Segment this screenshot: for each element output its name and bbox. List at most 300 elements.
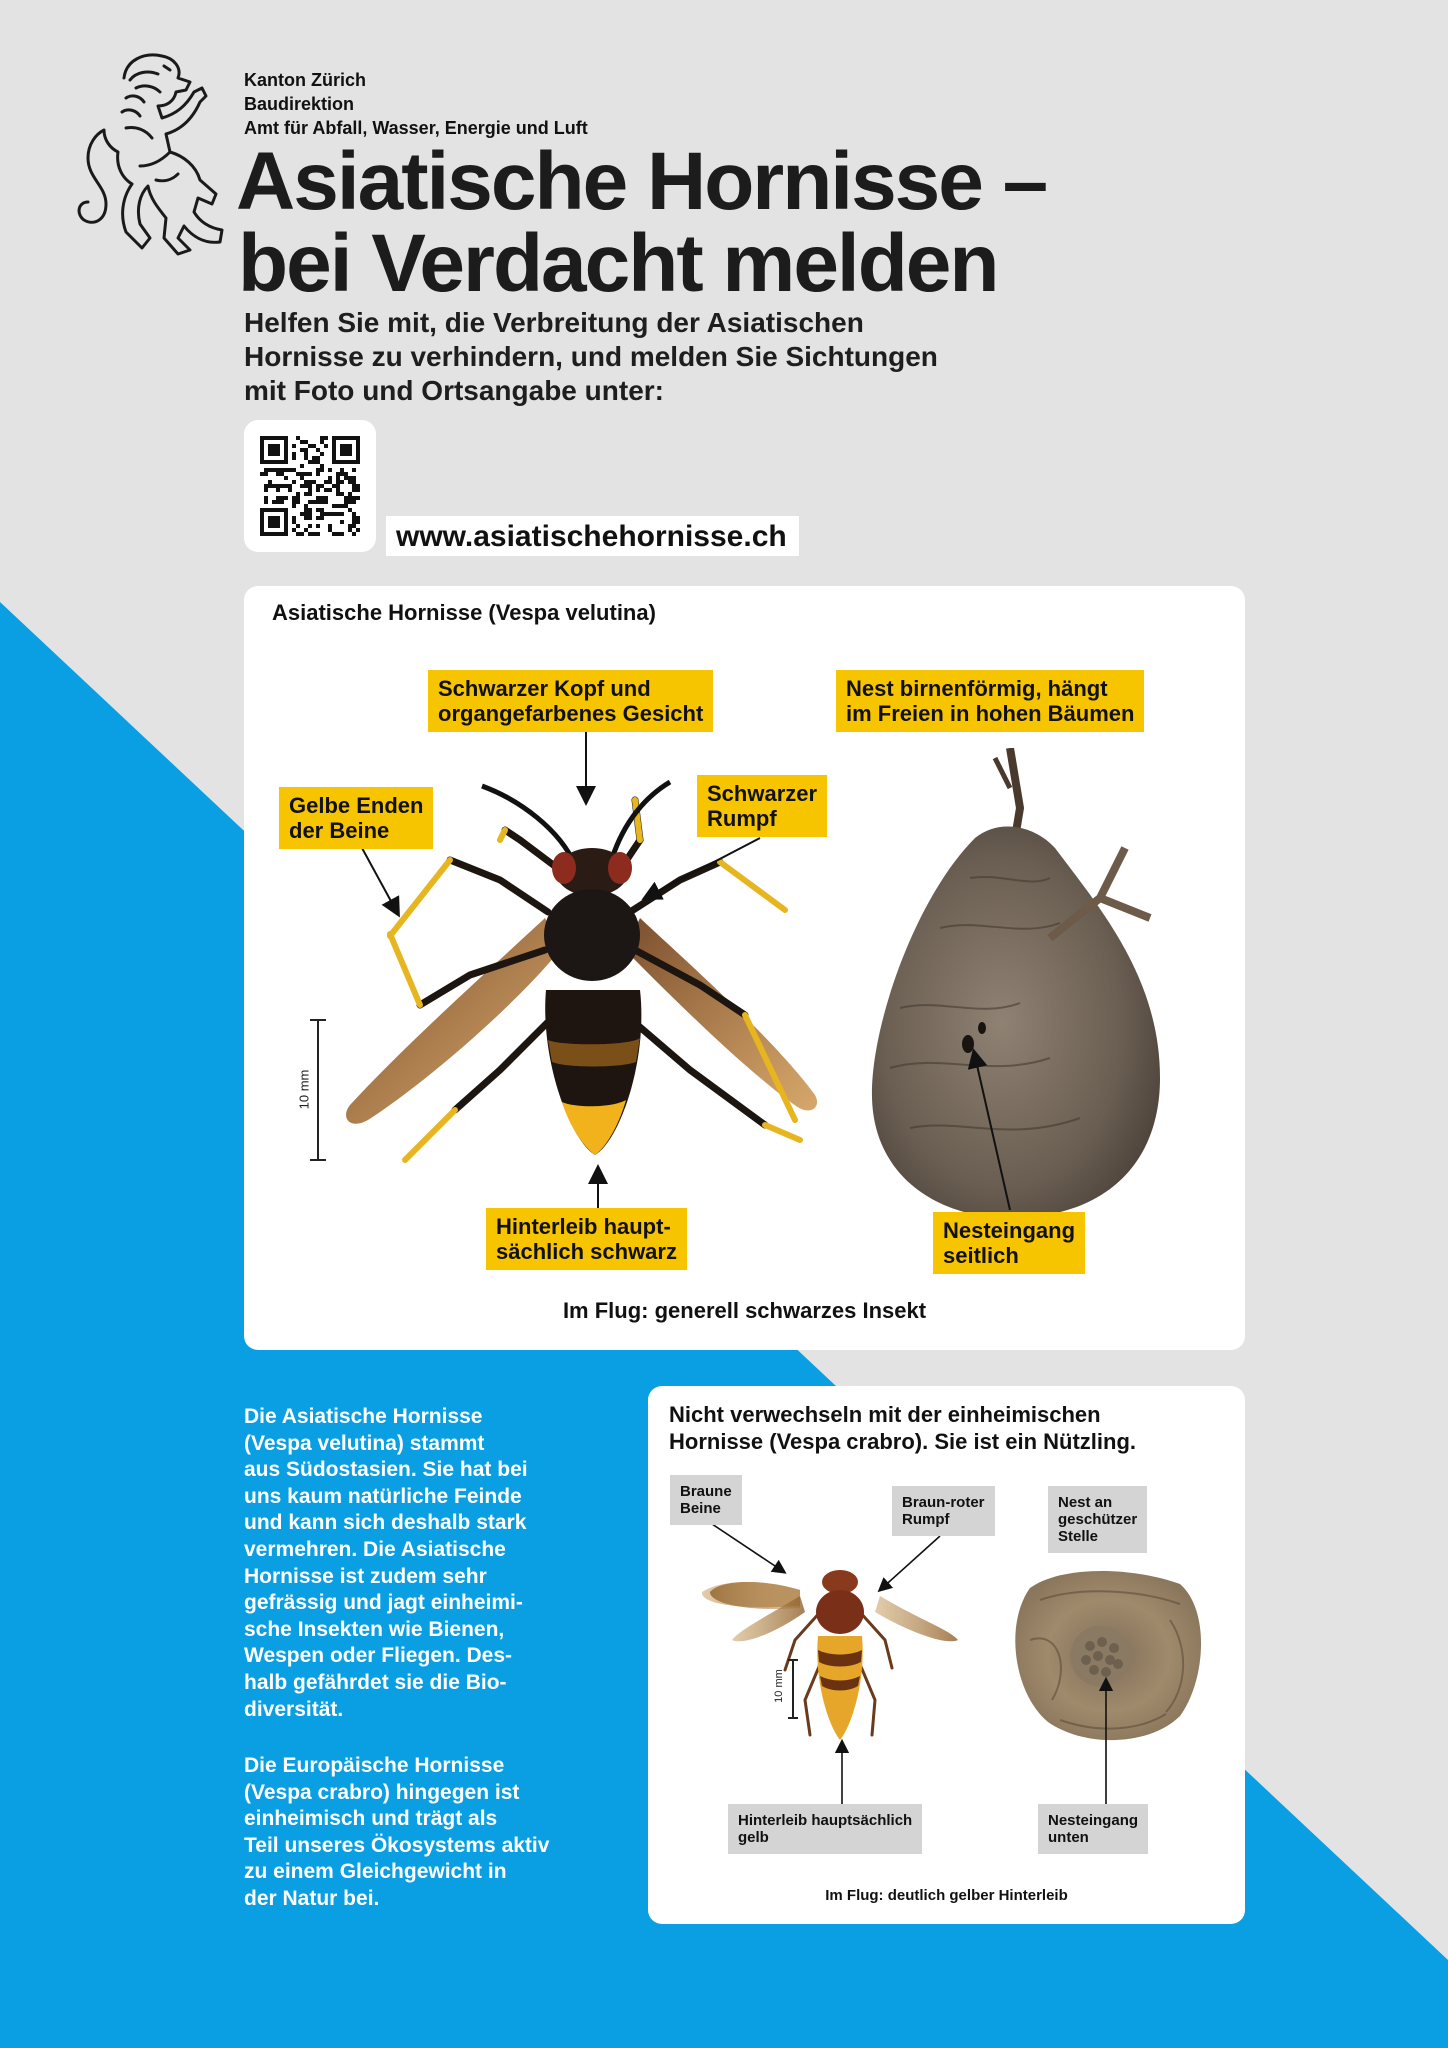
qr-module bbox=[316, 456, 320, 460]
label-brown-red-torso: Braun-roter Rumpf bbox=[892, 1486, 995, 1536]
qr-module bbox=[312, 444, 316, 448]
report-url-link[interactable]: www.asiatischehornisse.ch bbox=[386, 516, 799, 556]
intro-line-1: Helfen Sie mit, die Verbreitung der Asiatischen bbox=[244, 307, 864, 338]
qr-module bbox=[272, 436, 276, 440]
qr-module bbox=[284, 524, 288, 528]
qr-module bbox=[304, 480, 308, 484]
qr-module bbox=[312, 532, 316, 536]
qr-module bbox=[352, 500, 356, 504]
label-head: Schwarzer Kopf und organgefarbenes Gesicht bbox=[428, 670, 713, 732]
qr-module bbox=[352, 516, 356, 520]
label-black-abdomen: Hinterleib haupt- sächlich schwarz bbox=[486, 1208, 687, 1270]
qr-module bbox=[272, 444, 276, 448]
qr-module bbox=[300, 512, 304, 516]
qr-module bbox=[308, 472, 312, 476]
qr-module bbox=[328, 468, 332, 472]
qr-module bbox=[276, 468, 280, 472]
qr-module bbox=[304, 440, 308, 444]
qr-module bbox=[352, 524, 356, 528]
qr-module bbox=[352, 460, 356, 464]
description-paragraph-2: Die Europäische Hornisse (Vespa crabro) hingegen ist einheimisch und trägt als Teil unseres Ökosystems aktiv zu einem Gleichgewicht in der Natur bei. bbox=[244, 1754, 550, 1910]
qr-module bbox=[344, 436, 348, 440]
european-flight-caption: Im Flug: deutlich gelber Hinterleib bbox=[825, 1887, 1068, 1904]
qr-module bbox=[260, 456, 264, 460]
qr-module bbox=[276, 500, 280, 504]
qr-module bbox=[292, 520, 296, 524]
qr-module bbox=[320, 500, 324, 504]
qr-module bbox=[320, 484, 324, 488]
qr-module bbox=[300, 532, 304, 536]
qr-module bbox=[264, 532, 268, 536]
qr-module bbox=[316, 488, 320, 492]
qr-module bbox=[320, 464, 324, 468]
qr-module bbox=[296, 492, 300, 496]
qr-module bbox=[316, 472, 320, 476]
qr-module bbox=[352, 512, 356, 516]
qr-module bbox=[300, 464, 304, 468]
qr-module bbox=[328, 528, 332, 532]
qr-module bbox=[324, 500, 328, 504]
qr-module bbox=[340, 480, 344, 484]
qr-module bbox=[352, 532, 356, 536]
qr-module bbox=[268, 436, 272, 440]
qr-module bbox=[324, 496, 328, 500]
qr-module bbox=[304, 504, 308, 508]
intro-line-2: Hornisse zu verhindern, und melden Sie Sichtungen bbox=[244, 341, 938, 372]
qr-module bbox=[352, 468, 356, 472]
qr-module bbox=[324, 512, 328, 516]
qr-module bbox=[356, 448, 360, 452]
qr-module bbox=[304, 452, 308, 456]
qr-module bbox=[324, 436, 328, 440]
qr-module bbox=[264, 496, 268, 500]
qr-module bbox=[276, 452, 280, 456]
qr-module bbox=[296, 532, 300, 536]
qr-module bbox=[280, 460, 284, 464]
european-scale-label: 10 mm bbox=[772, 1669, 785, 1703]
qr-module bbox=[312, 456, 316, 460]
qr-module bbox=[340, 444, 344, 448]
qr-module bbox=[304, 512, 308, 516]
qr-module bbox=[324, 480, 328, 484]
qr-module bbox=[304, 472, 308, 476]
qr-module bbox=[280, 472, 284, 476]
qr-module bbox=[316, 448, 320, 452]
qr-module bbox=[268, 460, 272, 464]
qr-module bbox=[316, 524, 320, 528]
qr-module bbox=[348, 508, 352, 512]
qr-module bbox=[300, 476, 304, 480]
qr-module bbox=[340, 448, 344, 452]
qr-module bbox=[280, 496, 284, 500]
qr-module bbox=[336, 488, 340, 492]
label-side-entrance: Nesteingang seitlich bbox=[933, 1212, 1085, 1274]
qr-module bbox=[320, 440, 324, 444]
qr-module bbox=[276, 488, 280, 492]
label-nest-shape: Nest birnenförmig, hängt im Freien in hohen Bäumen bbox=[836, 670, 1144, 732]
qr-module bbox=[340, 492, 344, 496]
qr-module bbox=[340, 532, 344, 536]
qr-module bbox=[260, 520, 264, 524]
qr-module bbox=[284, 436, 288, 440]
label-sheltered-nest: Nest an geschützer Stelle bbox=[1048, 1486, 1147, 1553]
org-line-directorate: Baudirektion bbox=[244, 94, 355, 114]
qr-module bbox=[284, 444, 288, 448]
qr-module bbox=[348, 500, 352, 504]
qr-module bbox=[304, 456, 308, 460]
qr-module bbox=[308, 488, 312, 492]
qr-module bbox=[324, 444, 328, 448]
qr-module bbox=[292, 504, 296, 508]
qr-module bbox=[276, 496, 280, 500]
qr-module bbox=[344, 476, 348, 480]
qr-module bbox=[352, 484, 356, 488]
qr-module bbox=[260, 512, 264, 516]
qr-module bbox=[288, 468, 292, 472]
qr-module bbox=[264, 500, 268, 504]
qr-module bbox=[344, 448, 348, 452]
qr-module bbox=[260, 460, 264, 464]
qr-module bbox=[276, 460, 280, 464]
qr-module bbox=[260, 448, 264, 452]
qr-module bbox=[308, 492, 312, 496]
qr-module bbox=[284, 512, 288, 516]
qr-module bbox=[348, 448, 352, 452]
qr-module bbox=[272, 452, 276, 456]
qr-module bbox=[260, 528, 264, 532]
qr-module bbox=[268, 508, 272, 512]
qr-module bbox=[260, 532, 264, 536]
qr-module bbox=[280, 500, 284, 504]
qr-module bbox=[292, 456, 296, 460]
qr-module bbox=[320, 452, 324, 456]
qr-module bbox=[304, 528, 308, 532]
qr-module bbox=[332, 460, 336, 464]
qr-module bbox=[316, 484, 320, 488]
qr-module bbox=[352, 488, 356, 492]
asian-flight-caption: Im Flug: generell schwarzes Insekt bbox=[562, 1298, 927, 1323]
qr-module bbox=[336, 436, 340, 440]
qr-module bbox=[356, 440, 360, 444]
qr-module bbox=[268, 516, 272, 520]
qr-module bbox=[308, 516, 312, 520]
qr-module bbox=[300, 472, 304, 476]
qr-module bbox=[348, 476, 352, 480]
qr-module bbox=[356, 488, 360, 492]
qr-module bbox=[332, 444, 336, 448]
qr-module bbox=[296, 436, 300, 440]
qr-module bbox=[264, 488, 268, 492]
qr-module bbox=[316, 508, 320, 512]
zurich-lion-logo bbox=[66, 48, 230, 260]
qr-module bbox=[260, 508, 264, 512]
qr-module bbox=[340, 520, 344, 524]
qr-module bbox=[264, 484, 268, 488]
qr-module bbox=[332, 532, 336, 536]
qr-module bbox=[260, 436, 264, 440]
asian-hornet-card-title: Asiatische Hornisse (Vespa velutina) bbox=[272, 600, 656, 625]
qr-module bbox=[272, 468, 276, 472]
page-title-line-1: Asiatische Hornisse – bbox=[236, 136, 1047, 227]
qr-module bbox=[348, 452, 352, 456]
qr-module bbox=[276, 484, 280, 488]
qr-module bbox=[312, 460, 316, 464]
qr-module bbox=[312, 480, 316, 484]
qr-module bbox=[336, 460, 340, 464]
qr-module bbox=[296, 500, 300, 504]
qr-module bbox=[332, 456, 336, 460]
qr-module bbox=[268, 532, 272, 536]
qr-module bbox=[332, 512, 336, 516]
qr-code-pattern bbox=[244, 420, 376, 552]
qr-module bbox=[280, 532, 284, 536]
qr-module bbox=[276, 508, 280, 512]
qr-module bbox=[280, 508, 284, 512]
qr-module bbox=[260, 516, 264, 520]
qr-module bbox=[344, 452, 348, 456]
qr-module bbox=[328, 476, 332, 480]
qr-module bbox=[320, 468, 324, 472]
qr-module bbox=[296, 496, 300, 500]
qr-module bbox=[276, 444, 280, 448]
qr-module bbox=[284, 484, 288, 488]
qr-module bbox=[296, 524, 300, 528]
qr-module bbox=[284, 452, 288, 456]
qr-module bbox=[332, 504, 336, 508]
qr-module bbox=[356, 484, 360, 488]
qr-module bbox=[320, 508, 324, 512]
qr-module bbox=[348, 496, 352, 500]
qr-module bbox=[336, 492, 340, 496]
qr-module bbox=[292, 500, 296, 504]
qr-module bbox=[272, 508, 276, 512]
qr-module bbox=[312, 500, 316, 504]
qr-module bbox=[284, 448, 288, 452]
qr-module bbox=[340, 452, 344, 456]
qr-module bbox=[324, 488, 328, 492]
qr-module bbox=[348, 460, 352, 464]
asian-scale-label: 10 mm bbox=[296, 1069, 312, 1110]
qr-module bbox=[308, 500, 312, 504]
qr-module bbox=[268, 452, 272, 456]
qr-module bbox=[284, 496, 288, 500]
qr-module bbox=[308, 444, 312, 448]
qr-module bbox=[316, 496, 320, 500]
qr-module bbox=[340, 468, 344, 472]
qr-module bbox=[352, 436, 356, 440]
qr-module bbox=[336, 512, 340, 516]
qr-module bbox=[268, 448, 272, 452]
qr-module bbox=[292, 480, 296, 484]
qr-module bbox=[276, 436, 280, 440]
qr-module bbox=[328, 512, 332, 516]
qr-module bbox=[328, 488, 332, 492]
qr-module bbox=[264, 460, 268, 464]
qr-module bbox=[280, 436, 284, 440]
qr-module bbox=[316, 468, 320, 472]
qr-module bbox=[344, 500, 348, 504]
description-paragraph-1: Die Asiatische Hornisse (Vespa velutina) stammt aus Südostasien. Sie hat bei uns kaum natürliche Feinde und kann sich deshalb stark vermehren. Die Asiatische Hornisse ist zudem sehr gefrässig und jagt einheimi- sche Insekten wie Bienen, Wespen oder Fliegen. Des- halb gefährdet sie die Bio- diversität. bbox=[244, 1405, 528, 1721]
qr-module bbox=[284, 528, 288, 532]
qr-module bbox=[356, 516, 360, 520]
qr-module bbox=[284, 520, 288, 524]
qr-module bbox=[316, 500, 320, 504]
qr-module bbox=[336, 532, 340, 536]
qr-module bbox=[304, 508, 308, 512]
qr-module bbox=[268, 484, 272, 488]
qr-module bbox=[352, 496, 356, 500]
qr-module bbox=[260, 472, 264, 476]
qr-module bbox=[344, 460, 348, 464]
qr-module bbox=[260, 524, 264, 528]
qr-module bbox=[356, 496, 360, 500]
european-card-title-line-2: Hornisse (Vespa crabro). Sie ist ein Nützling. bbox=[669, 1429, 1137, 1454]
qr-module bbox=[292, 444, 296, 448]
qr-module bbox=[276, 532, 280, 536]
qr-module bbox=[332, 452, 336, 456]
qr-module bbox=[332, 436, 336, 440]
qr-module bbox=[332, 484, 336, 488]
qr-module bbox=[276, 524, 280, 528]
qr-module bbox=[268, 468, 272, 472]
qr-module bbox=[292, 528, 296, 532]
org-line-office: Amt für Abfall, Wasser, Energie und Luft bbox=[244, 118, 588, 138]
qr-module bbox=[344, 472, 348, 476]
qr-module bbox=[260, 452, 264, 456]
qr-module bbox=[276, 516, 280, 520]
qr-module bbox=[300, 448, 304, 452]
qr-module bbox=[260, 440, 264, 444]
qr-module bbox=[276, 520, 280, 524]
qr-module bbox=[304, 492, 308, 496]
qr-module bbox=[348, 444, 352, 448]
qr-module bbox=[308, 508, 312, 512]
qr-module bbox=[332, 440, 336, 444]
qr-module bbox=[352, 520, 356, 524]
qr-module bbox=[300, 484, 304, 488]
label-brown-legs: Braune Beine bbox=[670, 1475, 742, 1525]
qr-module bbox=[276, 472, 280, 476]
qr-module bbox=[340, 436, 344, 440]
qr-module bbox=[284, 468, 288, 472]
qr-module bbox=[336, 504, 340, 508]
qr-module bbox=[316, 532, 320, 536]
qr-module bbox=[320, 516, 324, 520]
qr-module bbox=[304, 484, 308, 488]
qr-module bbox=[340, 512, 344, 516]
qr-module bbox=[280, 484, 284, 488]
qr-module bbox=[268, 524, 272, 528]
qr-module bbox=[284, 508, 288, 512]
qr-module bbox=[344, 504, 348, 508]
qr-module bbox=[272, 484, 276, 488]
qr-module bbox=[292, 516, 296, 520]
european-card-title-line-1: Nicht verwechseln mit der einheimischen bbox=[669, 1402, 1101, 1427]
qr-module bbox=[284, 476, 288, 480]
qr-module bbox=[308, 480, 312, 484]
qr-module bbox=[272, 460, 276, 464]
qr-module bbox=[356, 460, 360, 464]
intro-line-3: mit Foto und Ortsangabe unter: bbox=[244, 375, 664, 406]
qr-module bbox=[264, 472, 268, 476]
qr-module bbox=[308, 512, 312, 516]
qr-module bbox=[272, 516, 276, 520]
qr-module bbox=[272, 500, 276, 504]
qr-module bbox=[264, 508, 268, 512]
qr-module bbox=[288, 488, 292, 492]
qr-module bbox=[308, 484, 312, 488]
label-yellow-legs: Gelbe Enden der Beine bbox=[279, 787, 433, 849]
qr-module bbox=[284, 456, 288, 460]
qr-module bbox=[304, 448, 308, 452]
qr-module bbox=[300, 440, 304, 444]
qr-module bbox=[284, 532, 288, 536]
qr-module bbox=[304, 516, 308, 520]
qr-module bbox=[320, 436, 324, 440]
qr-module bbox=[356, 520, 360, 524]
page-title-line-2: bei Verdacht melden bbox=[238, 218, 998, 309]
qr-module bbox=[292, 452, 296, 456]
qr-module bbox=[320, 512, 324, 516]
qr-module bbox=[340, 472, 344, 476]
qr-module bbox=[316, 460, 320, 464]
qr-module bbox=[348, 528, 352, 532]
qr-module bbox=[356, 456, 360, 460]
qr-module bbox=[268, 480, 272, 484]
qr-module bbox=[308, 460, 312, 464]
qr-module bbox=[344, 496, 348, 500]
qr-module bbox=[352, 476, 356, 480]
qr-module bbox=[288, 484, 292, 488]
qr-module bbox=[296, 472, 300, 476]
qr-module bbox=[336, 480, 340, 484]
qr-module bbox=[280, 468, 284, 472]
qr-module bbox=[352, 480, 356, 484]
qr-module bbox=[336, 484, 340, 488]
qr-module bbox=[340, 460, 344, 464]
qr-module bbox=[260, 444, 264, 448]
qr-module bbox=[264, 468, 268, 472]
qr-module bbox=[356, 528, 360, 532]
qr-module bbox=[284, 440, 288, 444]
qr-module bbox=[264, 436, 268, 440]
qr-module bbox=[308, 524, 312, 528]
qr-module bbox=[284, 516, 288, 520]
qr-module bbox=[336, 472, 340, 476]
qr-module bbox=[268, 520, 272, 524]
qr-module bbox=[292, 468, 296, 472]
qr-module bbox=[356, 444, 360, 448]
label-black-torso: Schwarzer Rumpf bbox=[697, 775, 827, 837]
qr-module bbox=[348, 524, 352, 528]
qr-module bbox=[316, 516, 320, 520]
qr-code[interactable] bbox=[244, 420, 376, 552]
qr-module bbox=[356, 452, 360, 456]
qr-module bbox=[268, 444, 272, 448]
qr-module bbox=[272, 532, 276, 536]
qr-module bbox=[348, 480, 352, 484]
qr-module bbox=[328, 480, 332, 484]
qr-module bbox=[292, 496, 296, 500]
qr-module bbox=[272, 524, 276, 528]
qr-module bbox=[272, 448, 276, 452]
qr-module bbox=[308, 532, 312, 536]
qr-module bbox=[336, 476, 340, 480]
qr-module bbox=[340, 504, 344, 508]
qr-module bbox=[348, 436, 352, 440]
qr-module bbox=[344, 444, 348, 448]
qr-module bbox=[320, 496, 324, 500]
